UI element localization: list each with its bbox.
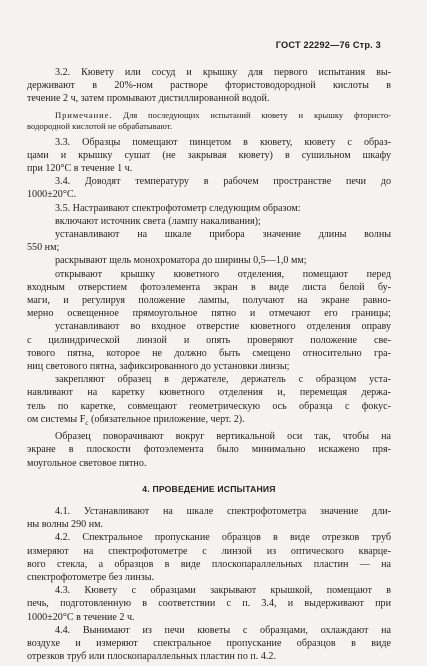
text-line: держивают в 20%-ном растворе фтористоводородной кислоты в [27, 80, 391, 92]
text-line: течение 2 ч, затем промывают дистиллированной водой. [27, 93, 270, 105]
text-line: ниц светового пятна, зафиксированного до установки линзы; [27, 361, 290, 373]
text-line: воздухе и измеряют спектральное пропускание образцов в виде [27, 637, 391, 649]
text-line: водородной кислотой не обрабатывают. [27, 120, 172, 131]
page-header: ГОСТ 22292—76 Стр. 3 [275, 40, 381, 50]
paragraph-4-2 [27, 531, 391, 584]
text-line: 3.2. Кювету или сосуд и крышку для первого испытания вы- [55, 67, 391, 78]
text-line: при 120°С в течение 1 ч. [27, 163, 133, 175]
paragraph-4-3 [27, 584, 391, 624]
text-fragment: (обязательное приложение, черт. 2). [88, 413, 245, 425]
text-line: цами и крышку сушат (не закрывая кювету) в сушильном шкафу [27, 149, 391, 161]
text-line: 3.3. Образцы помещают пинцетом в кювету, кювету с образ- [55, 136, 391, 148]
text-line [27, 413, 391, 430]
text-line: тель по каретке, совмещают геометрическую ось образца с фокус- [27, 400, 391, 412]
text-line: навливают на каретку кюветного отделения и, перемещая держа- [27, 387, 391, 399]
paragraph-3-5 [27, 202, 391, 470]
text-line: вого стекла, а образцов в виде плоскопараллельных пластин — на [27, 558, 391, 570]
text-line: 1000±20°С. [27, 189, 77, 201]
text-line: 3.5. Настраивают спектрофотометр следующим образом: [55, 202, 301, 214]
document-body [27, 66, 391, 663]
text-line: 550 нм; [27, 242, 60, 254]
text-line: маги, и регулируя положение лампы, получают на экране равно- [27, 295, 391, 307]
text-line: мерно освещенное прямоугольное пятно и отмечают его границы; [27, 308, 391, 320]
text-line: 4.1. Устанавливают на шкале спектрофотометра значение дли- [55, 505, 391, 517]
text-line: печь, подготовленную в соответствии с п. 3.4, и выдерживают при [27, 598, 391, 610]
text-line: 1000±20°С в течение 2 ч. [27, 611, 135, 623]
subscript: с [85, 418, 89, 427]
text-line: устанавливают на шкале прибора значение длины волны [55, 229, 391, 241]
text-line: тового пятна, которое не должно быть смещено относительно гра- [27, 347, 391, 359]
note-text: Для последующих испытаний кювету и крышку фтористо- [123, 109, 391, 120]
text-line: раскрывают щель монохроматора до ширины 0,5—1,0 мм; [55, 255, 307, 267]
paragraph-4-1 [27, 505, 391, 531]
paragraph-3-2 [27, 66, 391, 106]
text-line: Образец поворачивают вокруг вертикальной оси так, чтобы на [55, 431, 391, 443]
text-line: моугольное световое пятно. [27, 457, 147, 469]
text-line: 4.2. Спектральное пропускание образцов в виде отрезков труб [55, 532, 391, 544]
note-block [27, 110, 391, 132]
paragraph-4-4 [27, 624, 391, 664]
text-line: включают источник света (лампу накаливания); [55, 215, 261, 227]
text-line: 4.4. Вынимают из печи кюветы с образцами, охлаждают на [55, 624, 391, 636]
text-line: экране в плоскости фотоэлемента было минимально искажено пря- [27, 444, 391, 456]
section-heading: 4. ПРОВЕДЕНИЕ ИСПЫТАНИЯ [142, 483, 276, 494]
paragraph-3-4 [27, 175, 391, 201]
text-line: входным отверстием фотоэлемента экран в виде листа белой бу- [27, 281, 391, 293]
text-line: закрепляют образец в держателе, держатель с образцом уста- [55, 374, 391, 386]
text-fragment: ом системы F [27, 413, 86, 425]
paragraph-3-3 [27, 136, 391, 176]
text-line [27, 110, 391, 121]
text-line: спектрофотометре без линзы. [27, 571, 155, 583]
text-line: устанавливают во входное отверстие кюветного отделения оправу [55, 321, 391, 333]
text-line: измеряют на спектрофотометре с линзой из оптического кварце- [27, 545, 391, 557]
text-line: отрезков труб или плоскопараллельных пластин по п. 4.2. [27, 651, 276, 663]
text-line: открывают крышку кюветного отделения, помещают перед [55, 268, 391, 280]
note-label: Примечание. [55, 109, 113, 120]
text-line: 3.4. Доводят температуру в рабочем пространстве печи до [55, 176, 391, 188]
text-line: 4.3. Кювету с образцами закрывают крышкой, помещают в [55, 585, 391, 597]
text-line: ны волны 290 нм. [27, 519, 104, 531]
text-line: с цилиндрической линзой и опять проверяют положение све- [27, 334, 391, 346]
